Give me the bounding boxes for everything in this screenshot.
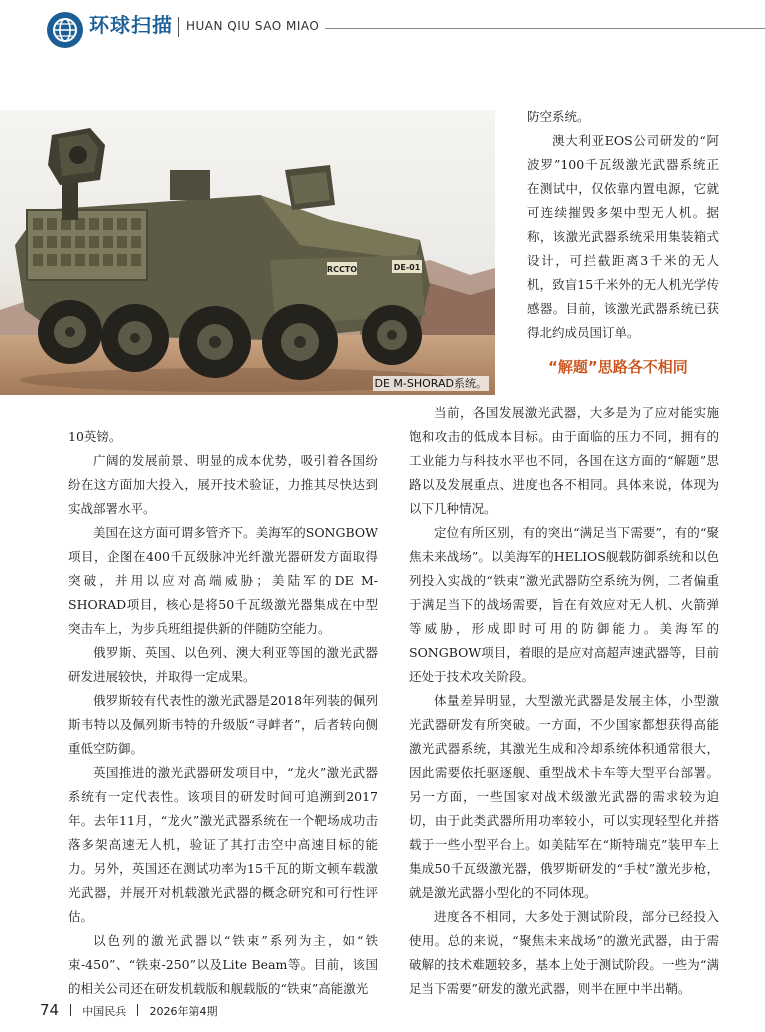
paragraph: 英国推进的激光武器研发项目中，“龙火”激光武器系统有一定代表性。该项目的研发时间可追溯到2017年。去年11月，“龙火”激光武器系统在一个靶场成功击落多架高速无人机，验证了其打击空中高速目标的能力。另外，英国还在测试功率为15千瓦的斯文顿车载激光武器，并展开对机载激光武器的概念研究和可行性评估。 [68,765,378,924]
paragraph: 美国在这方面可谓多管齐下。美海军的SONGBOW项目，企图在400千瓦级脉冲光纤激光器研发方面取得突破，并用以应对高端威胁；美陆军的DE M-SHORAD项目，核心是将50千瓦级激光器集成在中型突击车上，为步兵班组提供新的伴随防空能力。 [68,525,378,636]
paragraph: 以色列的激光武器以“铁束”系列为主，如“铁束-450”、“铁束-250”以及Lite Beam等。目前，该国的相关公司还在研发机载版和舰载版的“铁束”高能激光 [68,933,378,996]
paragraph: 澳大利亚EOS公司研发的“阿波罗”100千瓦级激光武器系统正在测试中，仅依靠内置电源，它就可连续摧毁多架中型无人机。据称，该激光武器系统采用集装箱式设计，可拦截距离3千米的无人机，致盲15千米外的无人机光学传感器。目前，该激光武器系统已获得北约成员国订单。 [527,133,719,340]
photo-caption: DE M-SHORAD系统。 [374,377,487,390]
vehicle-photo [0,110,495,395]
footer-divider [137,1004,138,1016]
page-footer [40,1000,217,1022]
vehicle-plate-rccto: RCCTO [326,265,358,274]
paragraph: 俄罗斯较有代表性的激光武器是2018年列装的佩列斯韦特以及佩列斯韦特的升级版“寻衅者”，后者转向侧重低空防御。 [68,693,378,756]
right-top-column [527,105,719,345]
paragraph: 10英镑。 [68,429,122,444]
section-heading: “解题”思路各不相同 [548,358,688,376]
left-column [68,425,378,1001]
header-rule [325,28,765,29]
section-title: 环球扫描 [89,13,173,37]
header-separator [178,17,179,37]
paragraph: 防空系统。 [527,109,590,124]
paragraph: 俄罗斯、英国、以色列、澳大利亚等国的激光武器研发进展较快，并取得一定成果。 [68,645,378,684]
vehicle-plate-de01: DE-01 [393,263,421,272]
paragraph: 进度各不相同，大多处于测试阶段，部分已经投入使用。总的来说，“聚焦未来战场”的激光武器，由于需破解的技术难题较多，基本上处于测试阶段。一些为“满足当下需要”研发的激光武器，则半在匣中半出鞘。 [409,909,719,996]
section-subtitle: HUAN QIU SAO MIAO [186,19,320,33]
paragraph: 当前，各国发展激光武器，大多是为了应对能实施饱和攻击的低成本目标。由于面临的压力不同，拥有的工业能力与科技水平也不同，各国在这方面的“解题”思路以及发展重点、进度也各不相同。具体来说，体现为以下几种情况。 [409,405,719,516]
right-column [409,401,719,1001]
globe-icon [47,12,83,48]
footer-divider [70,1004,71,1016]
page-number: 74 [40,1001,60,1019]
paragraph: 体量差异明显，大型激光武器是发展主体，小型激光武器研发有所突破。一方面，不少国家都想获得高能激光武器系统，其激光生成和冷却系统体积通常很大，因此需要依托驱逐舰、重型战术卡车等大型平台部署。另一方面，一些国家对战术级激光武器的需求较为迫切，由于此类武器所用功率较小，可以实现轻型化并搭载于一些小型平台上。如美陆军在“斯特瑞克”装甲车上集成50千瓦级激光器，俄罗斯研发的“手杖”激光步枪，就是激光武器小型化的不同体现。 [409,693,719,900]
paragraph: 广阔的发展前景、明显的成本优势，吸引着各国纷纷在这方面加大投入，展开技术验证，力推其尽快达到实战部署水平。 [68,453,378,516]
paragraph: 定位有所区别，有的突出“满足当下需要”，有的“聚焦未来战场”。以美海军的HELIOS舰载防御系统和以色列投入实战的“铁束”激光武器防空系统为例，二者偏重于满足当下的战场需要，旨在有效应对无人机、火箭弹等威胁，形成即时可用的防御能力。美海军的SONGBOW项目，着眼的是应对高超声速武器等，目前还处于技术攻关阶段。 [409,525,719,684]
magazine-name: 中国民兵 [82,1005,127,1018]
issue-label: 2026年第4期 [149,1005,218,1018]
